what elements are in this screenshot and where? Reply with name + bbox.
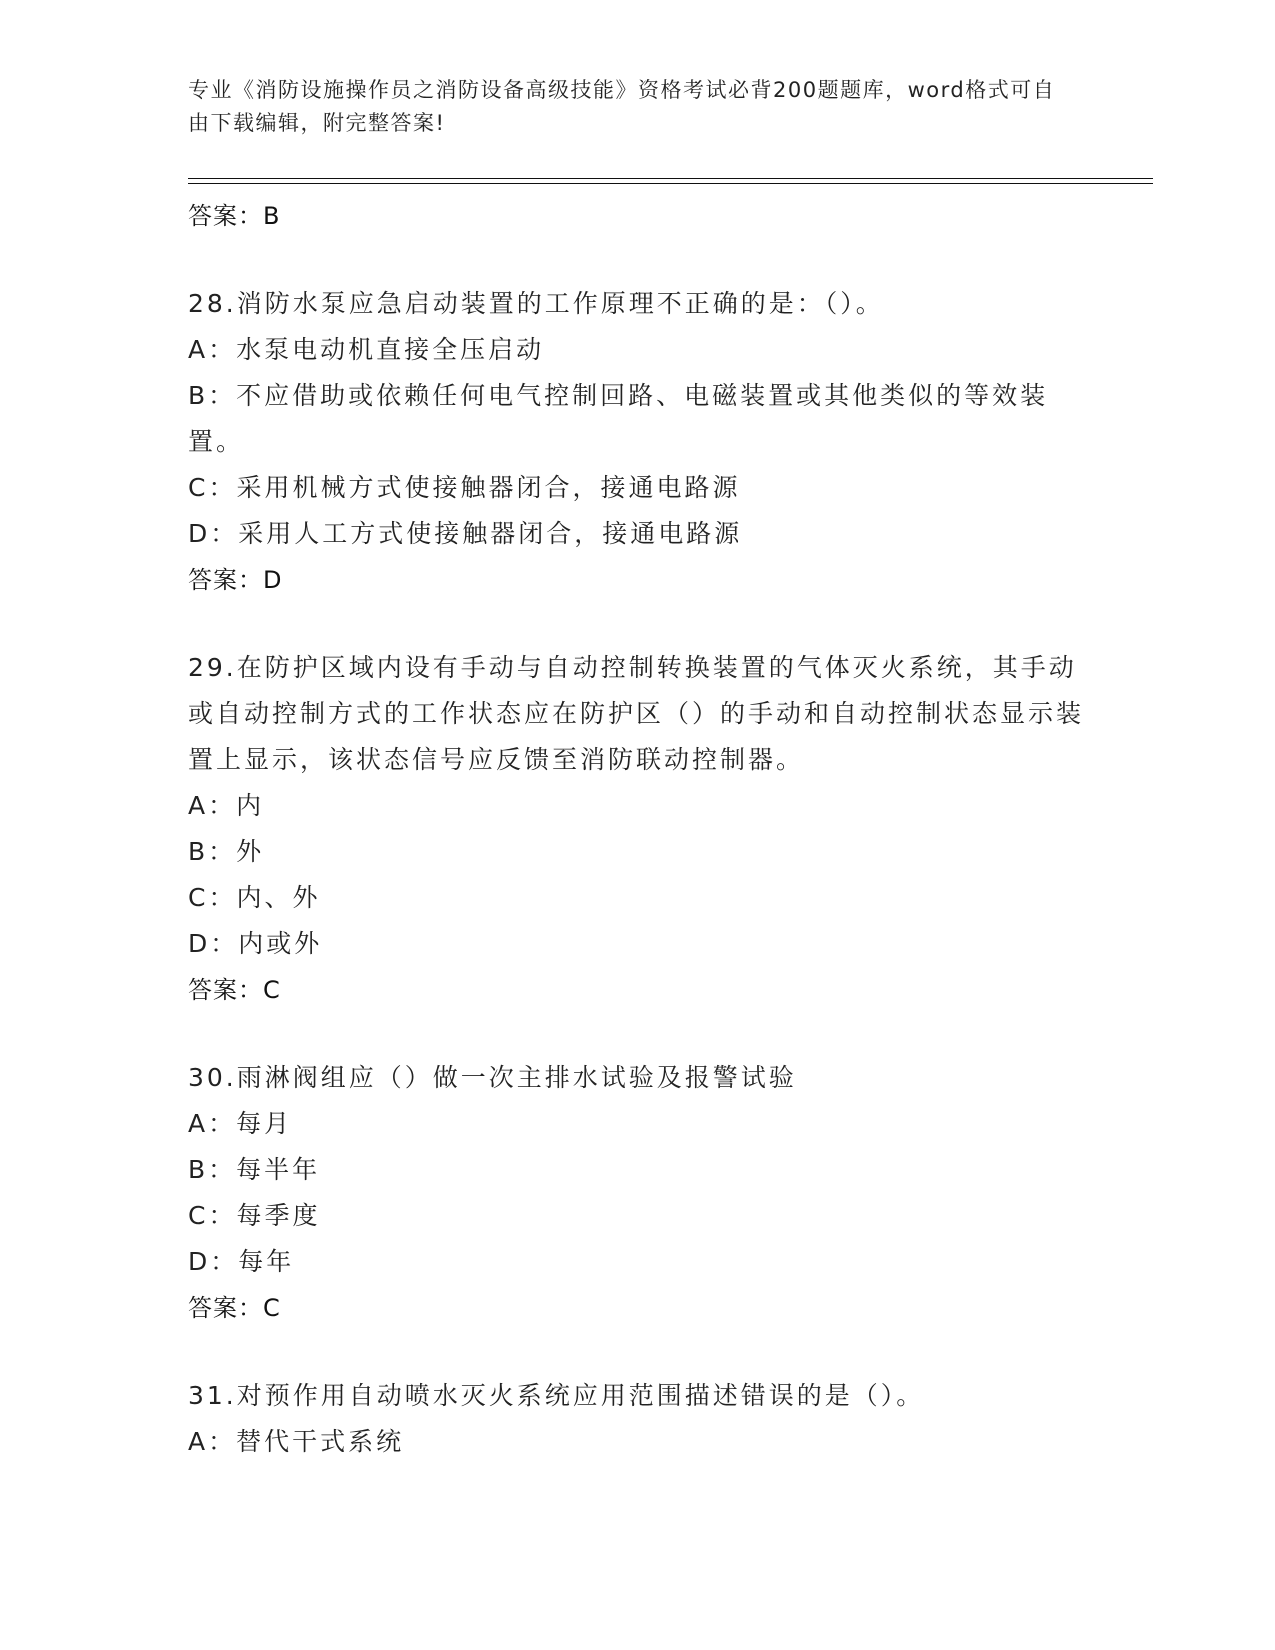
option-a: A：水泵电动机直接全压启动 [188, 335, 545, 364]
option-d: D：内或外 [188, 929, 323, 958]
option-b: B：每半年 [188, 1155, 321, 1184]
option-b: B：不应借助或依赖任何电气控制回路、电磁装置或其他类似的等效装置。 [188, 381, 1049, 456]
question-29 [188, 645, 1088, 1013]
option-d: D：采用人工方式使接触器闭合，接通电路源 [188, 519, 743, 548]
answer: 答案：C [188, 976, 281, 1004]
option-b: B：外 [188, 837, 265, 866]
answer: 答案：D [188, 566, 283, 594]
option-c: C：内、外 [188, 883, 321, 912]
question-stem: 30.雨淋阀组应（）做一次主排水试验及报警试验 [188, 1063, 797, 1092]
option-a: A：每月 [188, 1109, 293, 1138]
question-31 [188, 1373, 1088, 1465]
header-divider-top [188, 178, 1153, 179]
option-c: C：采用机械方式使接触器闭合，接通电路源 [188, 473, 741, 502]
previous-answer: 答案：B [188, 202, 281, 230]
option-c: C：每季度 [188, 1201, 321, 1230]
question-stem: 28.消防水泵应急启动装置的工作原理不正确的是：（）。 [188, 289, 884, 318]
document-header: 专业《消防设施操作员之消防设备高级技能》资格考试必背200题题库，word格式可自由下载编辑，附完整答案! [188, 78, 1056, 135]
question-stem: 29.在防护区域内设有手动与自动控制转换装置的气体灭火系统，其手动或自动控制方式的工作状态应在防护区（）的手动和自动控制状态显示装置上显示，该状态信号应反馈至消防联动控制器。 [188, 653, 1085, 774]
question-stem: 31.对预作用自动喷水灭火系统应用范围描述错误的是（）。 [188, 1381, 925, 1410]
question-30 [188, 1055, 1088, 1331]
header-divider-bottom [188, 183, 1153, 184]
option-d: D：每年 [188, 1247, 295, 1276]
question-28 [188, 281, 1088, 603]
answer: 答案：C [188, 1294, 281, 1322]
option-a: A：内 [188, 791, 265, 820]
question-list [188, 188, 1088, 1465]
option-a: A：替代干式系统 [188, 1427, 405, 1456]
